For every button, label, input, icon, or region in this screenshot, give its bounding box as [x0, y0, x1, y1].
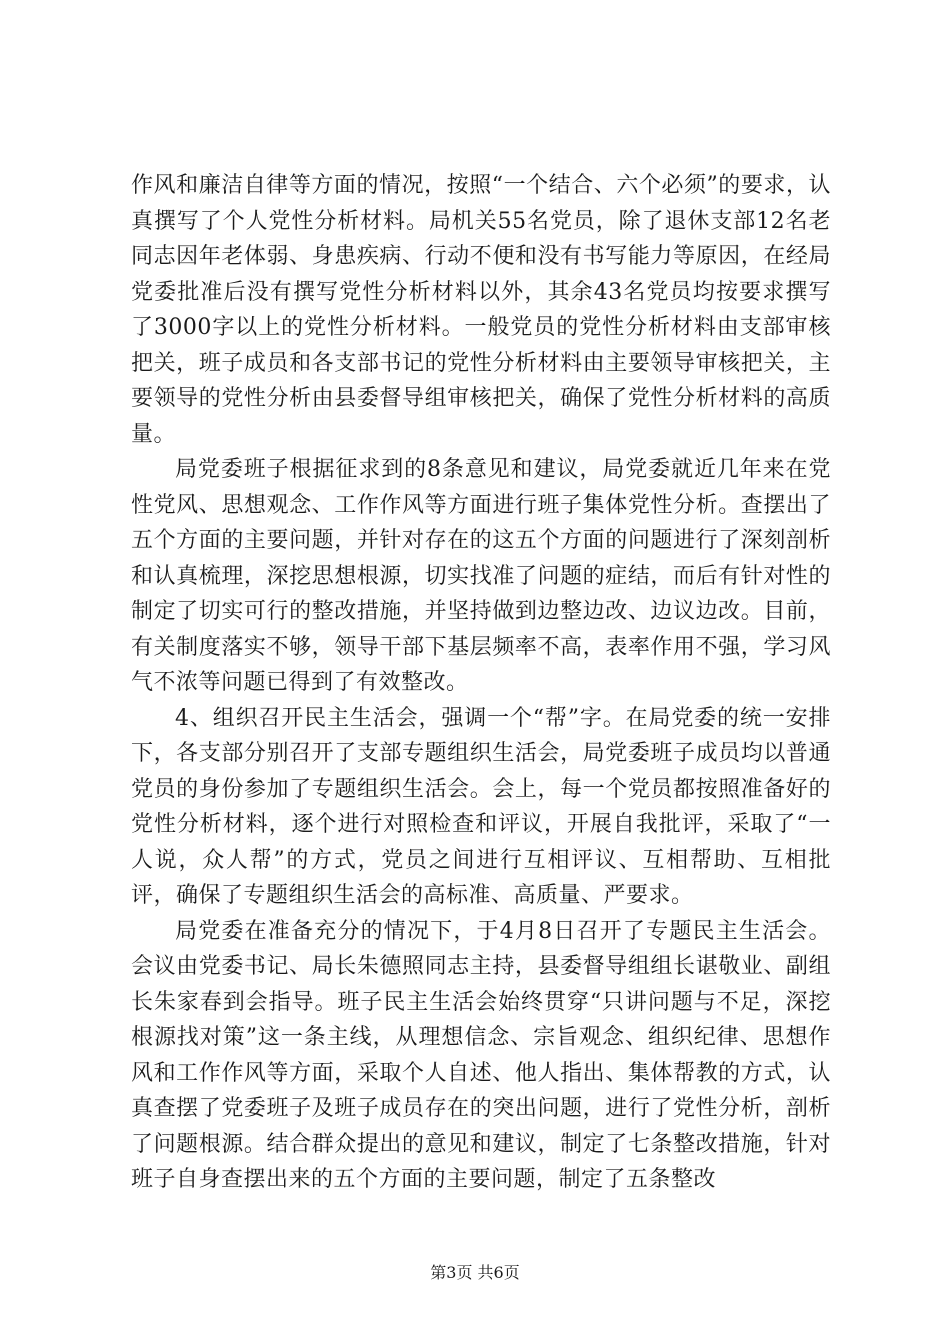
document-body: [131, 168, 831, 1198]
paragraph-2: 局党委班子根据征求到的8条意见和建议，局党委就近几年来在党性党风、思想观念、工作作风等方面进行班子集体党性分析。查摆出了五个方面的主要问题，并针对存在的这五个方面的问题进行了深刻剖析和认真梳理，深挖思想根源，切实找准了问题的症结，而后有针对性的制定了切实可行的整改措施，并坚持做到边整边改、边议边改。目前，有关制度落实不够，领导干部下基层频率不高，表率作用不强，学习风气不浓等问题已得到了有效整改。: [131, 457, 831, 695]
paragraph-4: 局党委在准备充分的情况下，于4月8日召开了专题民主生活会。会议由党委书记、局长朱德照同志主持，县委督导组组长谌敬业、副组长朱家春到会指导。班子民主生活会始终贯穿“只讲问题与不足，深挖根源找对策”这一条主线，从理想信念、宗旨观念、组织纪律、思想作风和工作作风等方面，采取个人自述、他人指出、集体帮教的方式，认真查摆了党委班子及班子成员存在的突出问题，进行了党性分析，剖析了问题根源。结合群众提出的意见和建议，制定了七条整改措施，针对班子自身查摆出来的五个方面的主要问题，制定了五条整改: [131, 918, 831, 1192]
paragraph-3: 4、组织召开民主生活会，强调一个“帮”字。在局党委的统一安排下，各支部分别召开了支部专题组织生活会，局党委班子成员均以普通党员的身份参加了专题组织生活会。会上，每一个党员都按照准备好的党性分析材料，逐个进行对照检查和评议，开展自我批评，采取了“一人说，众人帮”的方式，党员之间进行互相评议、互相帮助、互相批评，确保了专题组织生活会的高标准、高质量、严要求。: [131, 705, 831, 908]
paragraph-1: 作风和廉洁自律等方面的情况，按照“一个结合、六个必须”的要求，认真撰写了个人党性分析材料。局机关55名党员，除了退休支部12名老同志因年老体弱、身患疾病、行动不便和没有书写能力等原因，在经局党委批准后没有撰写党性分析材料以外，其余43名党员均按要求撰写了3000字以上的党性分析材料。一般党员的党性分析材料由支部审核把关，班子成员和各支部书记的党性分析材料由主要领导审核把关，主要领导的党性分析由县委督导组审核把关，确保了党性分析材料的高质量。: [131, 173, 831, 447]
page-number-footer: 第3页 共6页: [430, 1263, 520, 1282]
